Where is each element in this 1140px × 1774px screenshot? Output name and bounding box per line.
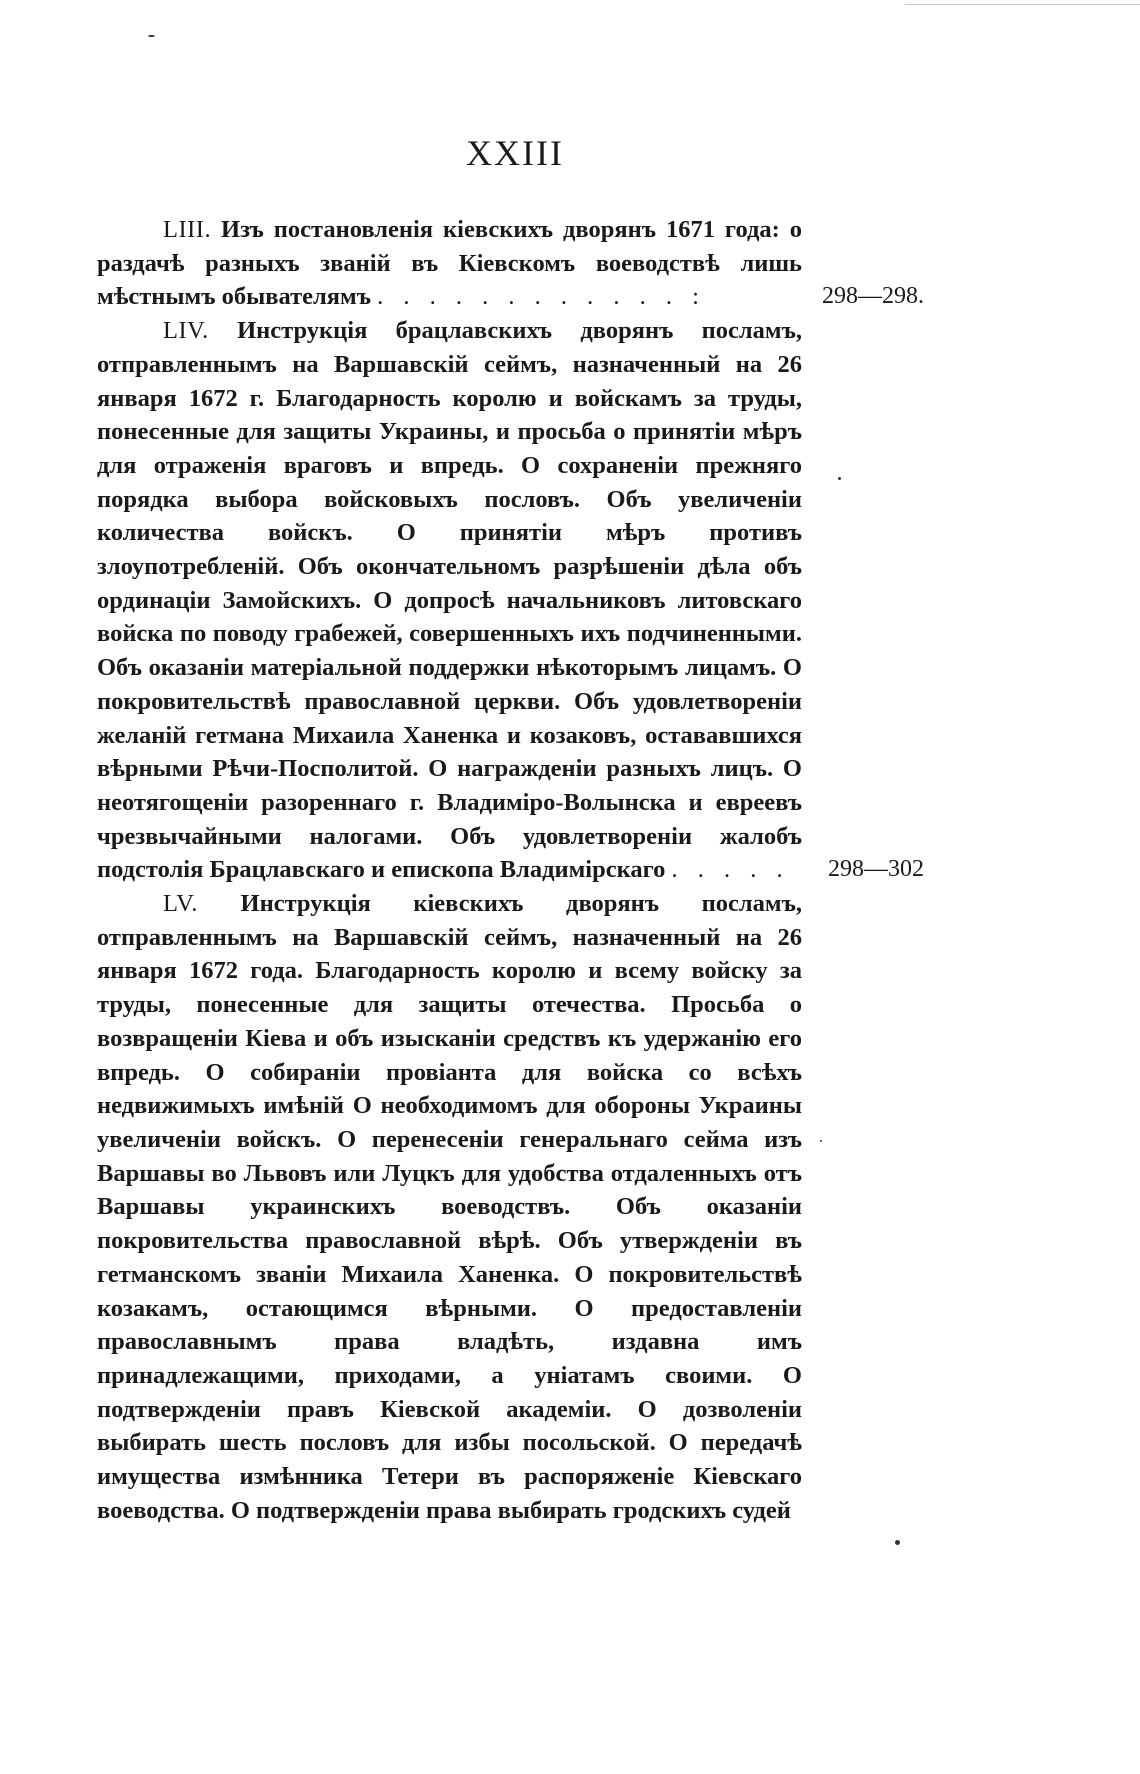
table-of-contents: [97, 213, 924, 1527]
entry-text: Инструкція кіевскихъ дворянъ посламъ, отправленнымъ на Варшавскій сеймъ, назначенный на 26 января 1672 года. Благодарность королю и всему войску за труды, понесенные для защиты отечества. Просьба о возвращеніи Кіева и объ изысканіи средствъ къ удержанію его впредь. О собираніи провіанта для войска со всѣхъ недвижимыхъ имѣній О необходимомъ для обороны Украины увеличеніи войскъ. О перенесеніи генеральнаго сейма изъ Варшавы во Львовъ или Луцкъ для удобства отдаленныхъ отъ Варшавы украинскихъ воеводствъ. Объ оказаніи покровительства православной вѣрѣ. Объ утвержденіи въ гетманскомъ званіи Михаила Ханенка. О покровительствѣ козакамъ, остающимся вѣрными. О предоставленіи православнымъ права владѣть, издавна имъ принадлежащими, приходами, а уніатамъ своими. О подтвержденіи правъ Кіевской академіи. О дозволеніи выбирать шесть пословъ для избы посольской. О передачѣ имущества измѣнника Тетери въ распоряженіе Кіевскаго воеводства. О подтвержденіи права выбирать гродскихъ судей: [97, 890, 803, 1524]
entry-page-range: 298—302: [828, 856, 924, 883]
entry-page-range: 298—298.: [822, 283, 924, 310]
entry-text-block: [97, 887, 802, 1527]
scan-speck: [820, 1140, 822, 1142]
dot-leader: . . . . .: [671, 856, 790, 884]
entry-text-block: [97, 213, 802, 314]
entry-text-block: [97, 314, 802, 887]
entry-text: Инструкція брацлавскихъ дворянъ посламъ, отправленнымъ на Варшавскій сеймъ, назначенный на 26 января 1672 г. Благодарность королю и войскамъ за труды, понесенные для защиты Украины, и просьба о принятіи мѣръ для отраженія враговъ и впредь. О сохраненіи прежняго порядка выбора войсковыхъ пословъ. Объ увеличеніи количества войскъ. О принятіи мѣръ противъ злоупотребленій. Объ окончательномъ разрѣшеніи дѣла объ ординаціи Замойскихъ. О допросѣ начальниковъ литовскаго войска по поводу грабежей, совершенныхъ ихъ подчиненными. Объ оказаніи матеріальной поддержки нѣкоторымъ лицамъ. О покровительствѣ православной церкви. Объ удовлетвореніи желаній гетмана Михаила Ханенка и козаковъ, остававшихся вѣрными Рѣчи-Посполитой. О награжденіи разныхъ лицъ. О неотягощеніи разореннаго г. Владиміро-Волынска и евреевъ чрезвычайными налогами. Объ удовлетвореніи жалобъ подстолія Брацлавскаго и епископа Владимірскаго: [97, 317, 802, 884]
toc-entry: [97, 887, 802, 1527]
entry-numeral: LIII.: [163, 216, 212, 243]
toc-entry: [97, 314, 924, 887]
page-number: XXIII: [466, 133, 564, 173]
scan-speck: [895, 1540, 900, 1545]
toc-entry: [97, 213, 924, 314]
scan-speck: [148, 35, 155, 37]
entry-text: Изъ постановленія кіевскихъ дворянъ 1671 года: о раздачѣ разныхъ званій въ Кіевскомъ воеводствѣ лишь мѣстнымъ обывателямъ: [97, 216, 803, 311]
entry-numeral: LV.: [163, 890, 198, 918]
scan-speck: [838, 477, 841, 480]
top-edge-rule: [905, 4, 1140, 5]
entry-numeral: LIV.: [163, 317, 209, 345]
dot-leader: . . . . . . . . . . . . :: [377, 283, 706, 311]
